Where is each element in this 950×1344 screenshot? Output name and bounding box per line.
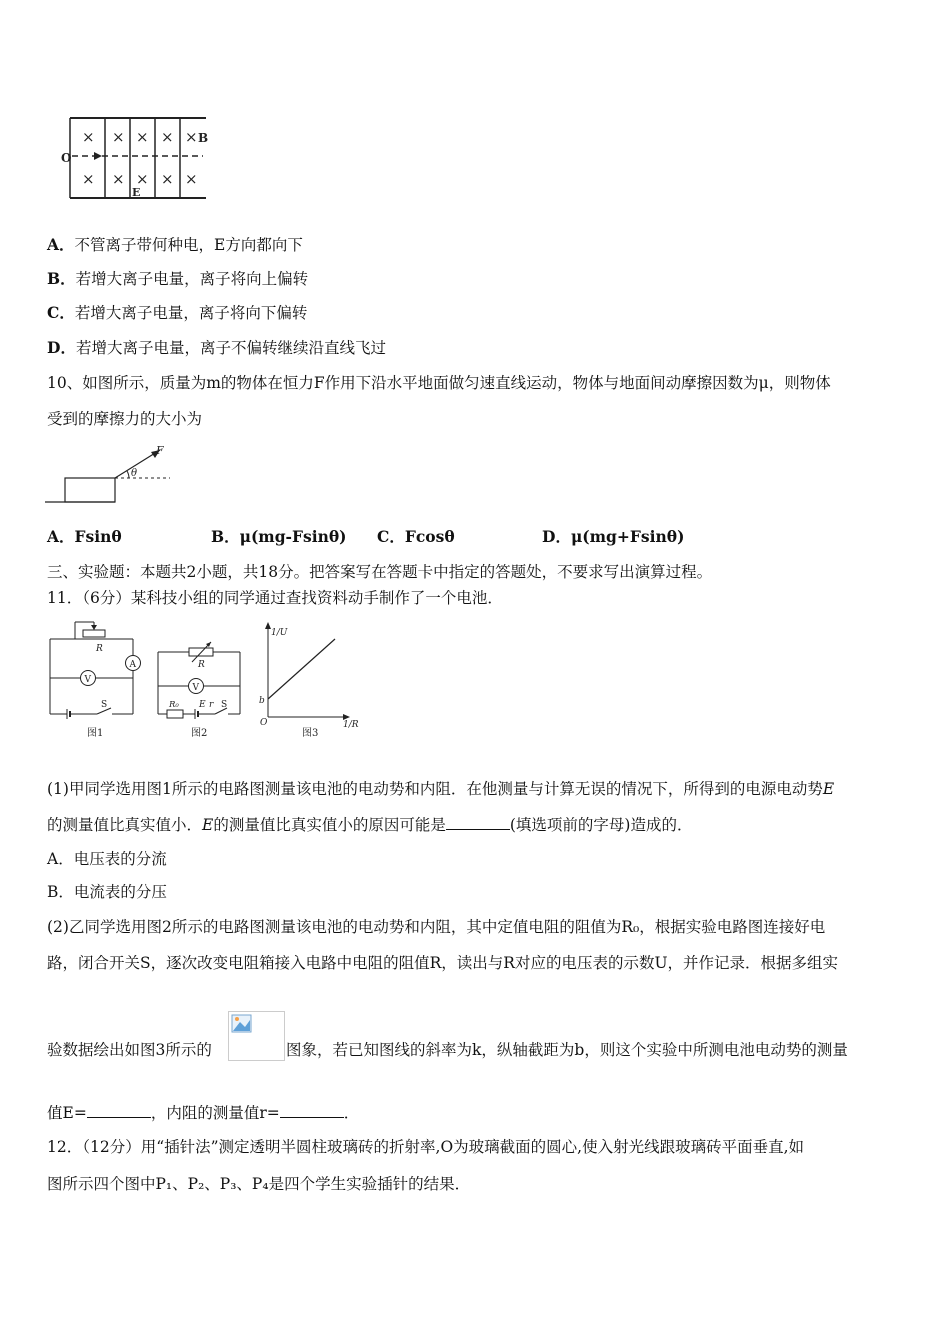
svg-text:×: × [136,128,149,146]
svg-text:×: × [112,170,125,188]
section-3-heading: 三、实验题：本题共2小题，共18分。把答案写在答题卡中指定的答题处，不要求写出演算过程。 [47,563,713,581]
svg-text:×: × [136,170,149,188]
q11-part2-line2: 路，闭合开关S，逐次改变电阻箱接入电路中电阻的阻值R，读出与R对应的电压表的示数U，并作记录．根据多组实 [47,954,839,972]
svg-text:×: × [161,170,174,188]
switch-label: S [101,700,108,710]
q11-title: 11．（6分）某科技小组的同学通过查找资料动手制作了一个电池． [47,589,503,607]
block-force-diagram [45,440,175,505]
voltmeter-label: V [84,675,91,685]
q9-option-c: C．若增大离子电量，离子将向下偏转 [47,303,308,322]
q11-part2-line3a: 验数据绘出如图3所示的 [47,1041,212,1059]
e-label: E [132,186,141,199]
q10-option-a: A．Fsinθ [47,527,122,546]
q10-option-c: C．Fcosθ [377,527,455,546]
q10-stem-line1: 10、如图所示，质量为m的物体在恒力F作用下沿水平地面做匀速直线运动，物体与地面间动摩擦因数为μ，则物体 [47,374,831,392]
q10-option-b: B．μ(mg-Fsinθ) [211,527,347,546]
svg-text:×: × [185,170,198,188]
r0-label: R₀ [169,700,179,710]
answer-blank-emf[interactable] [87,1117,151,1118]
q11-option-b: B．电流表的分压 [47,883,167,901]
answer-blank-1[interactable] [446,829,510,830]
q10-option-d: D．μ(mg+Fsinθ) [542,527,685,546]
voltmeter2-label: V [192,683,199,693]
svg-text:×: × [185,128,198,146]
q9-option-d: D．若增大离子电量，离子不偏转继续沿直线飞过 [47,338,386,357]
q9-option-b: B．若增大离子电量，离子将向上偏转 [47,269,309,288]
field-diagram [58,112,218,204]
intercept-label: b [259,696,265,706]
q11-part2-line1: (2)乙同学选用图2所示的电路图测量该电池的电动势和内阻，其中定值电阻的阻值为R₀，根据实验电路图连接好电 [47,918,826,936]
q11-part2-line4: 值E= ，内阻的测量值r= ． [47,1104,360,1122]
graph-image-placeholder [228,1011,285,1061]
q11-part1-line2: 的测量值比真实值小．E的测量值比真实值小的原因可能是 (填选项前的字母)造成的． [47,816,693,834]
q10-stem-line2: 受到的摩擦力的大小为 [47,410,203,428]
circuit-fig1 [45,617,145,742]
emf-label: E [199,700,206,710]
y-axis-label: 1/U [271,628,288,638]
q11-part2-line3b: 图象，若已知图线的斜率为k，纵轴截距为b，则这个实验中所测电池电动势的测量 [286,1041,848,1059]
svg-text:×: × [112,128,125,146]
graph-fig3 [255,617,367,742]
internal-r-label: r [209,700,214,710]
switch2-label: S [221,700,228,710]
force-label: F [156,444,164,457]
resistance-box-label: R [198,660,205,670]
q11-option-a: A．电压表的分流 [47,850,167,868]
b-field-cross: × [82,128,95,146]
broken-image-icon [231,1014,253,1034]
fig3-caption: 图3 [302,728,319,739]
origin-label: O [61,151,72,165]
q12-line1: 12．（12分）用“插针法”测定透明半圆柱玻璃砖的折射率,O为玻璃截面的圆心,使入射光线跟玻璃砖平面垂直,如 [47,1138,805,1156]
q9-option-a: A．不管离子带何种电，E方向都向下 [47,235,303,254]
circuit-fig2 [155,617,247,742]
rheostat-label: R [96,644,103,654]
ammeter-label: A [129,660,136,670]
fig1-caption: 图1 [87,728,104,739]
fig2-caption: 图2 [191,728,208,739]
svg-text:×: × [82,170,95,188]
x-axis-label: 1/R [343,720,359,730]
angle-label: θ [131,468,138,479]
q12-line2: 图所示四个图中P₁、P₂、P₃、P₄是四个学生实验插针的结果． [47,1175,471,1193]
b-label: B [198,131,209,145]
svg-text:×: × [161,128,174,146]
q11-part1-line1: (1)甲同学选用图1所示的电路图测量该电池的电动势和内阻．在他测量与计算无误的情况下，所得到的电源电动势E [47,780,835,798]
origin-label-fig3: O [260,718,268,728]
answer-blank-r[interactable] [280,1117,344,1118]
